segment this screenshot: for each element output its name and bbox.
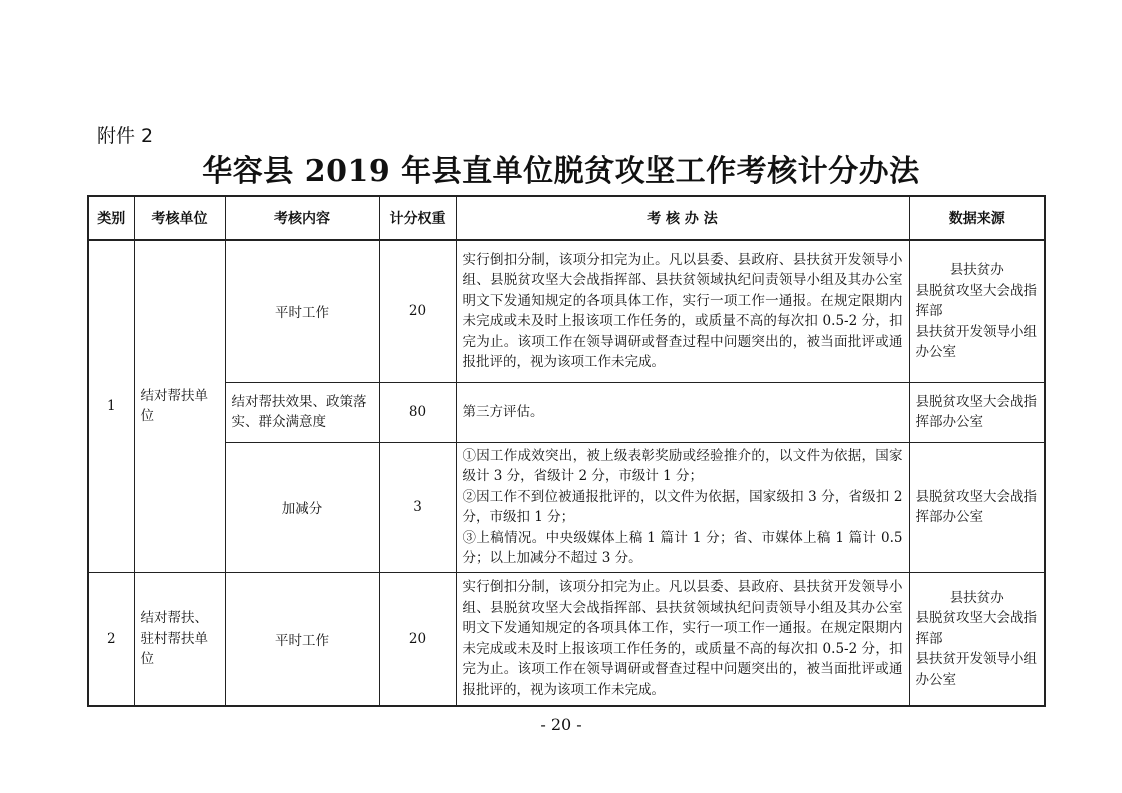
weight-cell: 20 (379, 240, 456, 382)
assessment-table (87, 195, 1046, 707)
table-row (88, 442, 1045, 572)
weight-cell: 20 (379, 572, 456, 706)
source-line: 县脱贫攻坚大会战指挥部办公室 (915, 488, 1037, 525)
category-cell: 2 (88, 572, 134, 706)
header-unit: 考核单位 (134, 196, 225, 240)
method-cell: 第三方评估。 (456, 382, 909, 442)
header-weight: 计分权重 (379, 196, 456, 240)
attachment-label: 附件 2 (97, 125, 154, 147)
content-cell: 平时工作 (225, 240, 379, 382)
header-content: 考核内容 (225, 196, 379, 240)
source-cell (909, 442, 1045, 572)
source-line: 县扶贫办 (949, 589, 1004, 606)
unit-cell: 结对帮扶、驻村帮扶单位 (134, 572, 225, 706)
source-line: 县扶贫开发领导小组办公室 (915, 323, 1037, 360)
header-category: 类别 (88, 196, 134, 240)
source-line: 县扶贫办 (949, 262, 1004, 278)
header-method: 考 核 办 法 (456, 196, 909, 240)
page-number: - 20 - (540, 715, 582, 734)
document-title: 华容县 2019 年县直单位脱贫攻坚工作考核计分办法 (202, 154, 920, 189)
content-cell: 加减分 (225, 442, 379, 572)
table-row (88, 382, 1045, 442)
source-cell (909, 240, 1045, 382)
table-header-row (88, 196, 1045, 240)
source-line: 县脱贫攻坚大会战指挥部 (915, 282, 1037, 319)
method-cell: 实行倒扣分制，该项分扣完为止。凡以县委、县政府、县扶贫开发领导小组、县脱贫攻坚大会战指挥部、县扶贫领域执纪问责领导小组及其办公室明文下发通知规定的各项具体工作，实行一项工作一通报。在规定限期内未完成或未及时上报该项工作任务的，或质量不高的每次扣 0.5-2 分，扣完为止。该项工作在领导调研或督查过程中问题突出的，被当面批评或通报批评的，视为该项工作未完成。 (456, 240, 909, 382)
method-cell: 实行倒扣分制，该项分扣完为止。凡以县委、县政府、县扶贫开发领导小组、县脱贫攻坚大会战指挥部、县扶贫领域执纪问责领导小组及其办公室明文下发通知规定的各项具体工作，实行一项工作一通报。在规定限期内未完成或未及时上报该项工作任务的，或质量不高的每次扣 0.5-2 分，扣完为止。该项工作在领导调研或督查过程中问题突出的，被当面批评或通报批评的，视为该项工作未完成。 (456, 572, 909, 706)
category-cell: 1 (88, 240, 134, 572)
source-cell (909, 382, 1045, 442)
source-line: 县脱贫攻坚大会战指挥部办公室 (915, 393, 1037, 430)
source-line: 县脱贫攻坚大会战指挥部 (915, 610, 1037, 647)
weight-cell: 80 (379, 382, 456, 442)
unit-cell: 结对帮扶单位 (134, 240, 225, 572)
table-row (88, 240, 1045, 382)
source-line: 县扶贫开发领导小组办公室 (915, 651, 1037, 688)
header-source: 数据来源 (909, 196, 1045, 240)
method-cell: ①因工作成效突出，被上级表彰奖励或经验推介的，以文件为依据，国家级计 3 分，省级计 2 分，市级计 1 分； ②因工作不到位被通报批评的，以文件为依据，国家级扣 3 分，省级扣 2 分，市级扣 1 分； ③上稿情况。中央级媒体上稿 1 篇计 1 分；省、市媒体上稿 1 篇计 0.5 分；以上加减分不超过 3 分。 (456, 442, 909, 572)
source-cell (909, 572, 1045, 706)
content-cell: 结对帮扶效果、政策落实、群众满意度 (225, 382, 379, 442)
table-row (88, 572, 1045, 706)
content-cell: 平时工作 (225, 572, 379, 706)
weight-cell: 3 (379, 442, 456, 572)
